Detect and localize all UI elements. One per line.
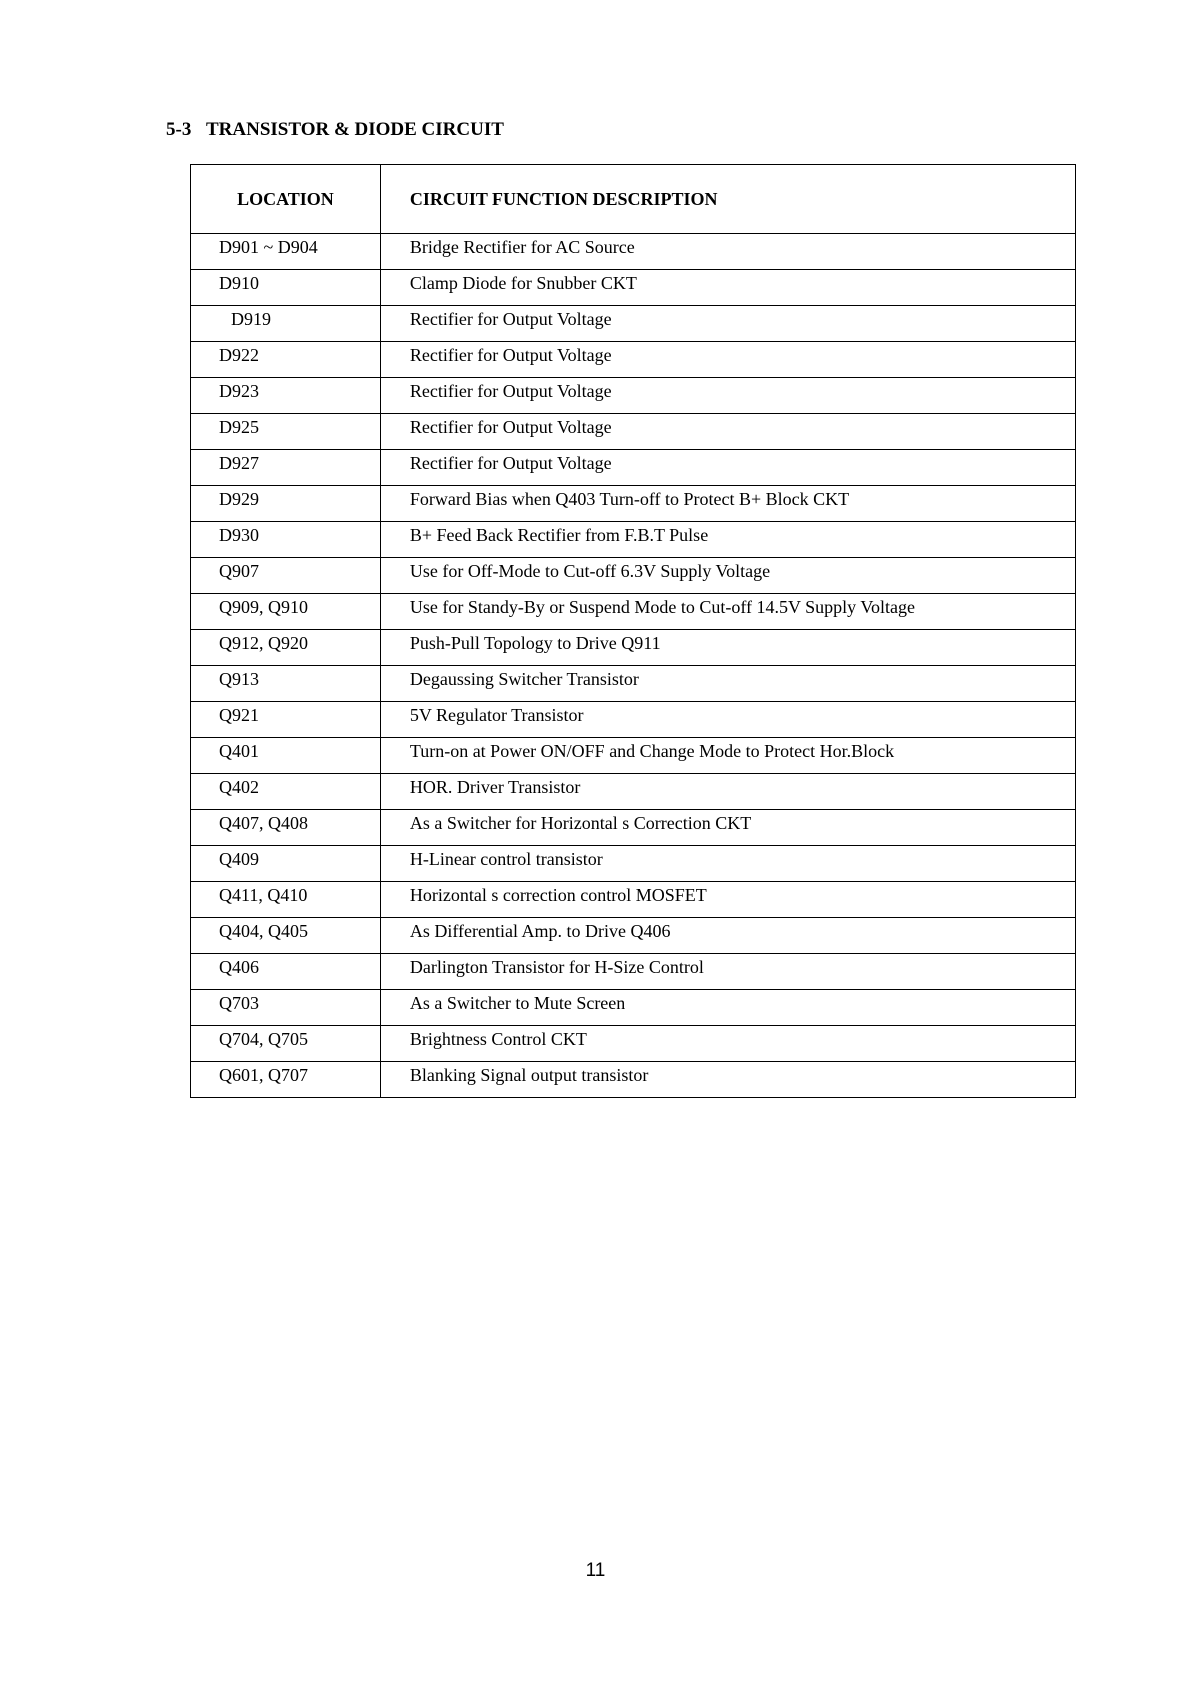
table-row (191, 414, 1076, 450)
table-row (191, 1062, 1076, 1098)
location-cell: D927 (191, 450, 381, 486)
description-cell: Forward Bias when Q403 Turn-off to Protect B+ Block CKT (380, 486, 1075, 522)
table-row (191, 738, 1076, 774)
table-header-row (191, 165, 1076, 234)
table-row (191, 846, 1076, 882)
description-cell: Darlington Transistor for H-Size Control (380, 954, 1075, 990)
table-row (191, 990, 1076, 1026)
table-row (191, 450, 1076, 486)
table-row (191, 378, 1076, 414)
description-cell: Rectifier for Output Voltage (380, 378, 1075, 414)
description-cell: Use for Standy-By or Suspend Mode to Cut-off 14.5V Supply Voltage (380, 594, 1075, 630)
description-cell: HOR. Driver Transistor (380, 774, 1075, 810)
location-cell: D923 (191, 378, 381, 414)
table-row (191, 342, 1076, 378)
table-row (191, 1026, 1076, 1062)
description-cell: Rectifier for Output Voltage (380, 414, 1075, 450)
table-header (191, 165, 1076, 234)
location-cell: Q921 (191, 702, 381, 738)
description-cell: As a Switcher to Mute Screen (380, 990, 1075, 1026)
description-cell: Use for Off-Mode to Cut-off 6.3V Supply Voltage (380, 558, 1075, 594)
description-cell: Clamp Diode for Snubber CKT (380, 270, 1075, 306)
table-row (191, 306, 1076, 342)
description-cell: Horizontal s correction control MOSFET (380, 882, 1075, 918)
table-row (191, 486, 1076, 522)
location-cell: Q601, Q707 (191, 1062, 381, 1098)
description-cell: As a Switcher for Horizontal s Correction CKT (380, 810, 1075, 846)
description-cell: Rectifier for Output Voltage (380, 342, 1075, 378)
table-row (191, 702, 1076, 738)
section-heading (166, 119, 504, 141)
table-row (191, 774, 1076, 810)
table-row (191, 558, 1076, 594)
description-cell: 5V Regulator Transistor (380, 702, 1075, 738)
location-cell: D922 (191, 342, 381, 378)
description-cell: Degaussing Switcher Transistor (380, 666, 1075, 702)
location-cell: Q402 (191, 774, 381, 810)
location-cell: D930 (191, 522, 381, 558)
location-cell: D925 (191, 414, 381, 450)
location-cell: Q704, Q705 (191, 1026, 381, 1062)
location-cell: D919 (191, 306, 381, 342)
location-cell: Q406 (191, 954, 381, 990)
table-row (191, 234, 1076, 270)
location-cell: Q913 (191, 666, 381, 702)
description-cell: As Differential Amp. to Drive Q406 (380, 918, 1075, 954)
location-cell: Q912, Q920 (191, 630, 381, 666)
section-title: TRANSISTOR & DIODE CIRCUIT (206, 119, 504, 140)
table-row (191, 954, 1076, 990)
table-row (191, 918, 1076, 954)
description-cell: Blanking Signal output transistor (380, 1062, 1075, 1098)
location-cell: Q409 (191, 846, 381, 882)
section-number: 5-3 (166, 119, 192, 140)
location-cell: Q404, Q405 (191, 918, 381, 954)
table-row (191, 810, 1076, 846)
circuit-function-table (190, 164, 1076, 1098)
description-cell: Rectifier for Output Voltage (380, 306, 1075, 342)
description-column-header: CIRCUIT FUNCTION DESCRIPTION (380, 165, 1075, 234)
location-cell: Q703 (191, 990, 381, 1026)
table-row (191, 630, 1076, 666)
table-row (191, 882, 1076, 918)
location-cell: D901 ~ D904 (191, 234, 381, 270)
table-body (191, 234, 1076, 1098)
description-cell: H-Linear control transistor (380, 846, 1075, 882)
location-cell: Q907 (191, 558, 381, 594)
location-cell: Q401 (191, 738, 381, 774)
location-cell: Q909, Q910 (191, 594, 381, 630)
location-cell: Q407, Q408 (191, 810, 381, 846)
table-row (191, 666, 1076, 702)
location-cell: D929 (191, 486, 381, 522)
description-cell: Rectifier for Output Voltage (380, 450, 1075, 486)
location-column-header: LOCATION (191, 165, 381, 234)
description-cell: Push-Pull Topology to Drive Q911 (380, 630, 1075, 666)
description-cell: Brightness Control CKT (380, 1026, 1075, 1062)
page-number: 11 (585, 1560, 606, 1581)
description-cell: Bridge Rectifier for AC Source (380, 234, 1075, 270)
description-cell: Turn-on at Power ON/OFF and Change Mode to Protect Hor.Block (380, 738, 1075, 774)
table-row (191, 270, 1076, 306)
table-row (191, 522, 1076, 558)
description-cell: B+ Feed Back Rectifier from F.B.T Pulse (380, 522, 1075, 558)
table-row (191, 594, 1076, 630)
location-cell: D910 (191, 270, 381, 306)
location-cell: Q411, Q410 (191, 882, 381, 918)
